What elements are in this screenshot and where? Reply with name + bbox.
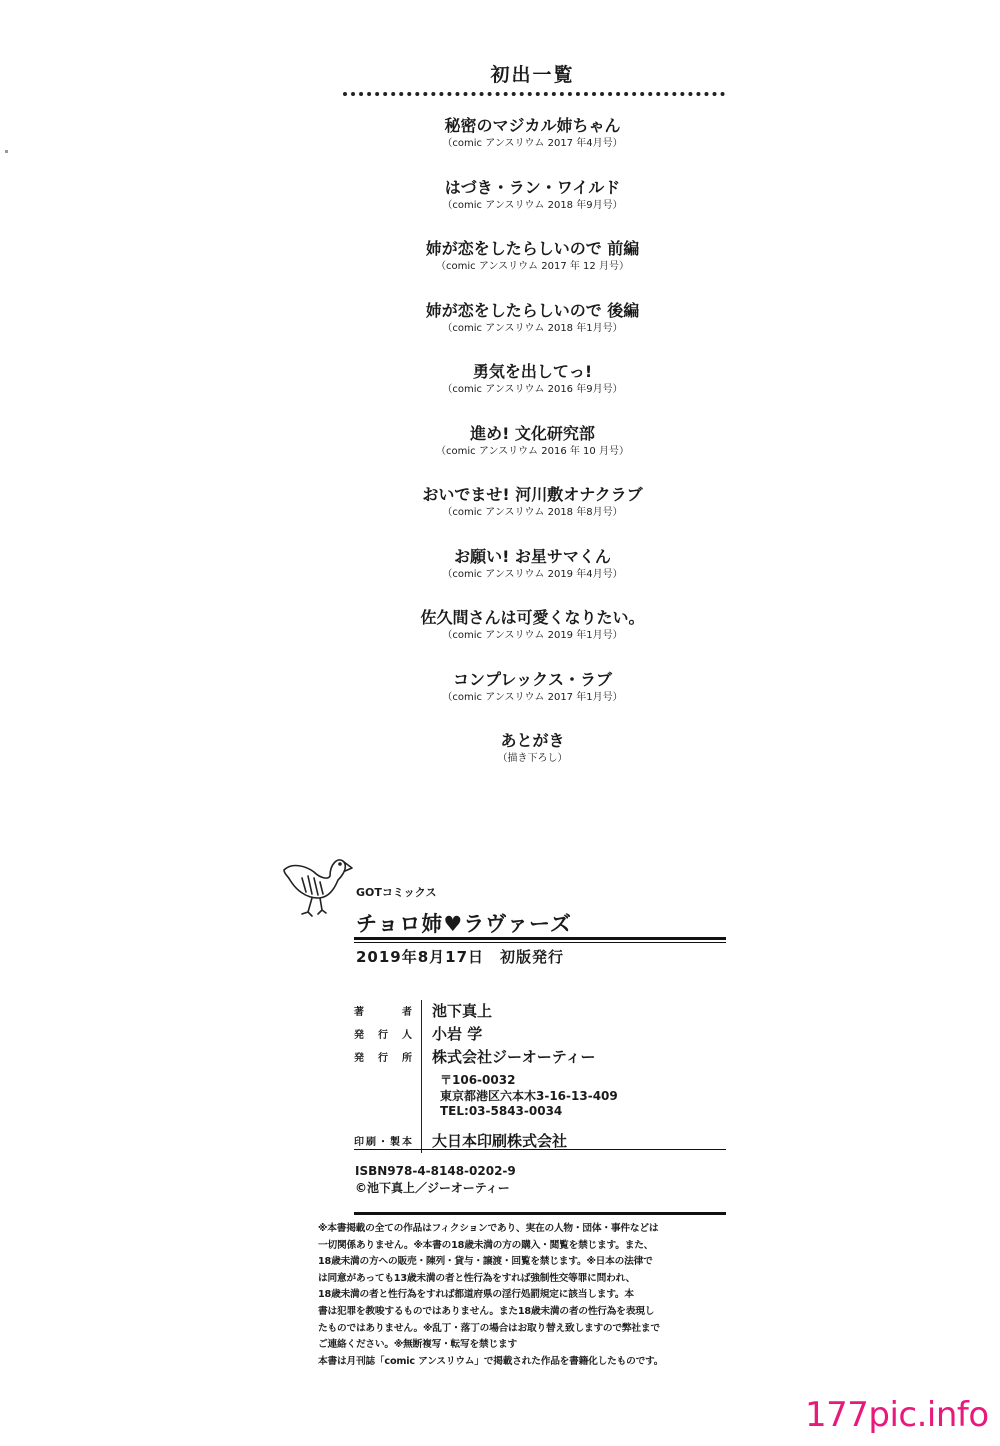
list-item <box>340 607 725 669</box>
copyright: ©池下真上／ジーオーティー <box>355 1181 510 1195</box>
notice-line: 一切関係ありません。※本書の18歳未満の方の購入・閲覧を禁じます。また、 <box>318 1239 654 1251</box>
credit-value: 株式会社ジーオーティー <box>432 1048 596 1066</box>
entry-title: 姉が恋をしたらしいので 前編 <box>425 239 640 258</box>
phone-number: TEL:03-5843-0034 <box>440 1104 563 1118</box>
credit-row-publisher <box>354 1023 726 1046</box>
bird-mascot-icon <box>282 850 354 918</box>
entry-source: （comic アンスリウム 2019 年4月号） <box>442 568 623 580</box>
scan-speck <box>5 150 8 153</box>
list-item <box>340 115 725 177</box>
first-appearance-list <box>340 115 725 792</box>
notice-line: は同意があっても13歳未満の者と性行為をすれば強制性交等罪に問われ、 <box>318 1272 636 1284</box>
watermark: 177pic.info <box>805 1395 989 1435</box>
entry-title: 勇気を出してっ! <box>472 362 593 381</box>
entry-source: （comic アンスリウム 2018 年9月号） <box>442 199 623 211</box>
publication-date: 2019年8月17日 初版発行 <box>356 948 565 966</box>
entry-source: （comic アンスリウム 2017 年1月号） <box>442 691 623 703</box>
column-divider <box>421 1023 422 1046</box>
list-item <box>340 484 725 546</box>
notice-line: 18歳未満の者と性行為をすれば都道府県の淫行処罰規定に該当します。本 <box>318 1289 634 1301</box>
credit-row-author <box>354 1000 726 1023</box>
divider <box>354 1149 726 1150</box>
column-divider <box>421 1046 422 1130</box>
credit-label: 発行人 <box>354 1030 412 1041</box>
isbn: ISBN978-4-8148-0202-9 <box>355 1164 516 1178</box>
notice-line: 18歳未満の方への販売・陳列・貸与・譲渡・回覧を禁じます。※日本の法律で <box>318 1256 653 1268</box>
list-item <box>340 730 725 792</box>
notice-line: 本書は月刊誌「comic アンスリウム」で掲載された作品を書籍化したものです。 <box>318 1355 664 1367</box>
postal-code: 〒106-0032 <box>440 1073 516 1087</box>
credit-value: 大日本印刷株式会社 <box>432 1132 568 1150</box>
credit-label: 著者 <box>354 1007 412 1018</box>
entry-title: お願い! お星サマくん <box>454 546 611 566</box>
divider <box>354 937 726 940</box>
first-appearance-heading: 初出一覧 <box>490 64 575 86</box>
list-item <box>340 177 725 239</box>
street-address: 東京都港区六本木3-16-13-409 <box>440 1088 618 1103</box>
entry-source: （comic アンスリウム 2016 年9月号） <box>442 384 623 395</box>
entry-source: （描き下ろし） <box>497 753 568 764</box>
entry-title: コンプレックス・ラブ <box>452 669 613 689</box>
entry-title: はづき・ラン・ワイルド <box>444 177 621 197</box>
list-item <box>340 300 725 362</box>
credit-label: 発行所 <box>354 1053 412 1064</box>
list-item <box>340 669 725 731</box>
publisher-address <box>440 1073 618 1120</box>
list-item <box>340 238 725 300</box>
entry-source: （comic アンスリウム 2017 年4月号） <box>442 138 623 149</box>
divider <box>354 1212 726 1215</box>
entry-title: 姉が恋をしたらしいので 後編 <box>425 300 640 320</box>
entry-source: （comic アンスリウム 2017 年 12 月号） <box>436 261 629 272</box>
entry-source: （comic アンスリウム 2019 年1月号） <box>442 630 623 641</box>
column-divider <box>421 1000 422 1023</box>
credit-label: 印刷・製本 <box>354 1137 412 1148</box>
notice-line: ※本書掲載の全ての作品はフィクションであり、実在の人物・団体・事件などは <box>318 1223 659 1234</box>
divider <box>354 942 726 943</box>
notice-line: ご連絡ください。※無断複写・転写を禁じます <box>318 1339 517 1351</box>
entry-source: （comic アンスリウム 2016 年 10 月号） <box>436 445 629 457</box>
entry-source: （comic アンスリウム 2018 年8月号） <box>442 507 623 518</box>
entry-title: 秘密のマジカル姉ちゃん <box>444 116 621 135</box>
isbn-block <box>355 1163 516 1197</box>
entry-title: 進め! 文化研究部 <box>470 423 595 443</box>
list-item <box>340 546 725 608</box>
entry-source: （comic アンスリウム 2018 年1月号） <box>442 322 623 334</box>
credit-value: 小岩 学 <box>432 1025 483 1043</box>
dotted-divider <box>343 92 725 96</box>
entry-title: 佐久間さんは可愛くなりたい。 <box>420 608 645 627</box>
notice-line: たものではありません。※乱丁・落丁の場合はお取り替え致しますので弊社まで <box>318 1322 660 1334</box>
imprint-label: GOTコミックス <box>356 886 437 899</box>
entry-title: あとがき <box>500 731 565 750</box>
credit-value: 池下真上 <box>432 1002 493 1020</box>
legal-notice <box>318 1221 730 1370</box>
entry-title: おいでませ! 河川敷オナクラブ <box>422 485 643 504</box>
book-title: チョロ姉♥ラヴァーズ <box>356 912 572 936</box>
list-item <box>340 361 725 423</box>
list-item <box>340 423 725 485</box>
notice-line: 書は犯罪を教唆するものではありません。また18歳未満の者の性行為を表現し <box>318 1305 655 1317</box>
